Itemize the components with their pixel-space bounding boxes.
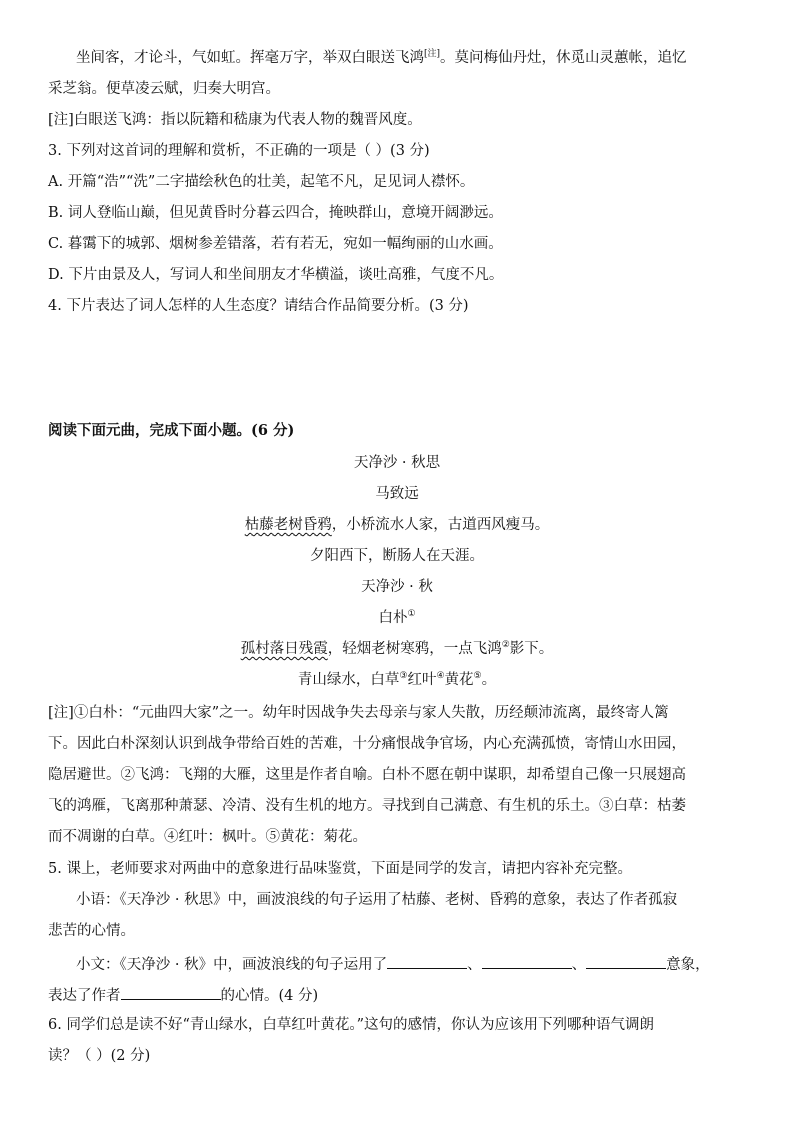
- xiaowen-prefix: 小文：《天净沙 · 秋》中，画波浪线的句子运用了: [76, 957, 388, 973]
- poem-a-line1-rest: ，小桥流水人家，古道西风瘦马。: [331, 517, 550, 533]
- note-marker: ③: [399, 671, 408, 682]
- poem-b-line2-a: 青山绿水，白草: [297, 672, 400, 688]
- question-5-xiaoyu-1: 小语：《天净沙 · 秋思》中，画波浪线的句子运用了枯藤、老树、昏鸦的意象，表达了作者孤寂: [76, 892, 678, 908]
- question-5-xiaowen-2: [48, 983, 748, 1006]
- note-marker: ⑤: [473, 671, 482, 682]
- question-5-xiaoyu-2: 悲苦的心情。: [48, 923, 135, 939]
- poem-a-line2: 夕阳西下，断肠人在天涯。: [310, 548, 484, 564]
- poem1-note: [注]白眼送飞鸿：指以阮籍和嵇康为代表人物的魏晋风度。: [48, 112, 422, 128]
- poem1-line2: 采芝翁。便草凌云赋，归奏大明宫。: [48, 81, 280, 97]
- section-heading: 阅读下面元曲，完成下面小题。(6 分): [48, 422, 295, 439]
- poem-b-line2-c: 黄花: [444, 672, 474, 688]
- question-5-stem: 5. 课上，老师要求对两曲中的意象进行品味鉴赏，下面是同学的发言，请把内容补充完整。: [48, 861, 632, 877]
- note-marker: [注]: [424, 49, 441, 60]
- poem-b-line1-end: 影下。: [509, 641, 554, 657]
- notes-line-3: 隐居避世。②飞鸿：飞翔的大雁，这里是作者自喻。白朴不愿在朝中谋职，却希望自己像一只展翅高: [48, 767, 686, 783]
- notes-line-2: 下。因此白朴深刻认识到战争带给百姓的苦难，十分痛恨战争官场，内心充满孤愤，寄情山水田园，: [48, 736, 686, 752]
- poem-b-title: 天净沙 · 秋: [361, 579, 433, 595]
- question-3-option-c: C. 暮霭下的城郭、烟树参差错落，若有若无，宛如一幅绚丽的山水画。: [48, 236, 503, 252]
- xiaowen-prefix-2: 表达了作者: [48, 988, 121, 1004]
- notes-line-1: [注]①白朴：“元曲四大家”之一。幼年时因战争失去母亲与家人失散，历经颠沛流离，最终寄人篱: [48, 705, 669, 721]
- question-4-stem: 4. 下片表达了词人怎样的人生态度？请结合作品简要分析。(3 分): [48, 298, 469, 314]
- wavy-underlined-phrase: 孤村落日残霞: [240, 641, 328, 657]
- wavy-underlined-phrase: 枯藤老树昏鸦: [244, 517, 332, 533]
- note-marker: ①: [407, 609, 416, 620]
- poem-b-author: [0, 608, 794, 628]
- answer-blank-1[interactable]: [387, 952, 467, 969]
- notes-line-5: 而不凋谢的白草。④红叶：枫叶。⑤黄花：菊花。: [48, 829, 367, 845]
- poem-b-author-name: 白朴: [378, 610, 408, 626]
- poem-b-line1: [0, 639, 794, 659]
- poem-a-title: 天净沙 · 秋思: [353, 455, 441, 471]
- note-marker: ②: [501, 640, 510, 651]
- poem1-line1: [76, 48, 776, 68]
- xiaowen-suffix: 意象，: [666, 957, 710, 973]
- question-3-option-d: D. 下片由景及人，写词人和坐间朋友才华横溢，谈吐高雅，气度不凡。: [48, 267, 504, 283]
- question-3-stem: 3. 下列对这首词的理解和赏析，不正确的一项是（ ）(3 分): [48, 143, 430, 159]
- question-5-xiaowen-1: [76, 952, 776, 975]
- question-3-option-b: B. 词人登临山巅，但见黄昏时分暮云四合，掩映群山，意境开阔渺远。: [48, 205, 503, 221]
- poem-a-author: 马致远: [375, 486, 419, 502]
- separator: 、: [467, 957, 482, 973]
- question-6-line1: 6. 同学们总是读不好“青山绿水，白草红叶黄花。”这句的感情，你认为应该用下列哪种语气调朗: [48, 1017, 655, 1033]
- poem1-line1-end: 。莫问梅仙丹灶，休觅山灵蕙帐，追忆: [440, 50, 687, 66]
- poem-a-line1: [0, 515, 794, 535]
- notes-line-4: 飞的鸿雁，飞离那种萧瑟、冷清、没有生机的地方。寻找到自己满意、有生机的乐土。③白草：枯萎: [48, 798, 686, 814]
- poem-b-line2-b: 红叶: [407, 672, 437, 688]
- poem-b-line1-mid: ，轻烟老树寒鸦，一点飞鸿: [327, 641, 502, 657]
- answer-blank-4[interactable]: [121, 983, 221, 1000]
- note-marker: ④: [436, 671, 445, 682]
- poem-b-line2-d: 。: [481, 672, 497, 688]
- poem1-line1-text: 坐间客，才论斗，气如虹。挥毫万字，举双白眼送飞鸿: [76, 50, 424, 66]
- answer-blank-2[interactable]: [482, 952, 572, 969]
- xiaowen-suffix-2: 的心情。(4 分): [220, 988, 319, 1004]
- separator: 、: [571, 957, 587, 973]
- question-3-option-a: A. 开篇“浩”“洗”二字描绘秋色的壮美，起笔不凡，足见词人襟怀。: [48, 174, 475, 190]
- answer-blank-3[interactable]: [586, 952, 666, 969]
- question-6-line2: 读？（ ）(2 分): [48, 1048, 151, 1064]
- poem-b-line2: [0, 670, 794, 690]
